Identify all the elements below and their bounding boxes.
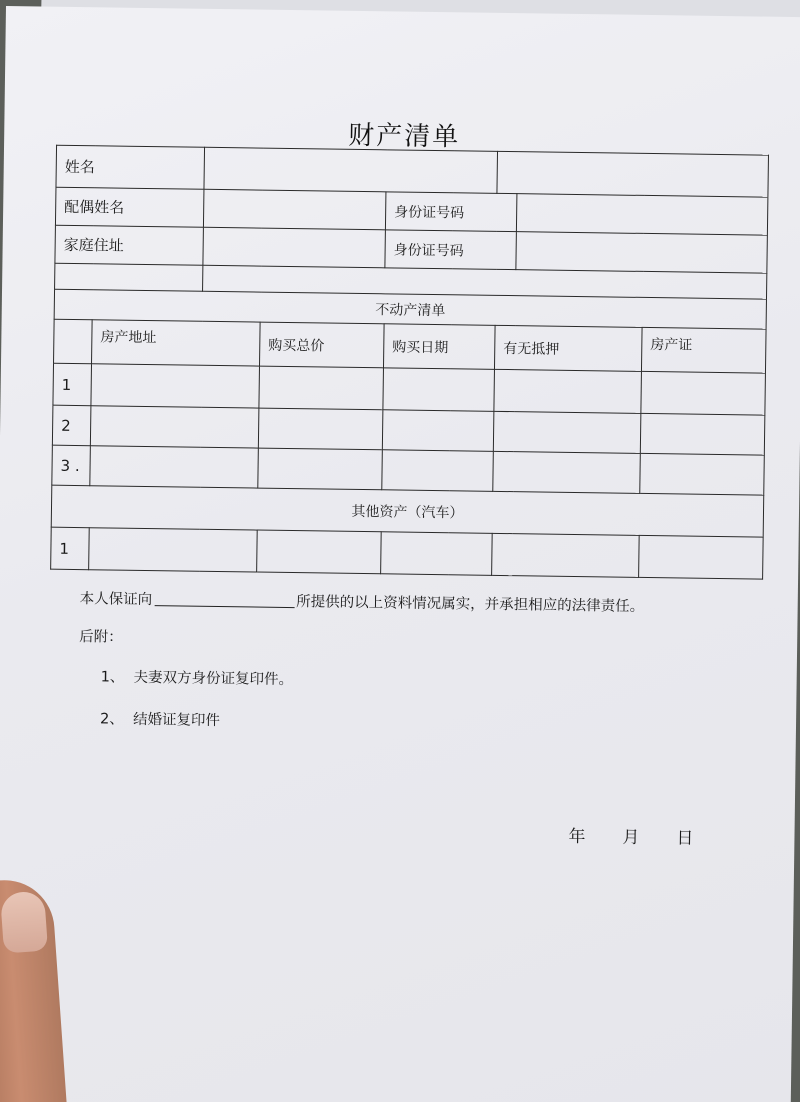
real-estate-section-title: 不动产清单 [54,289,766,329]
thumbnail-nail [0,891,48,954]
cell-asset-4[interactable] [492,533,640,577]
col-header-property-certificate: 房产证 [641,327,766,373]
cell-address[interactable] [90,406,259,448]
name-field-right[interactable] [497,151,769,197]
col-header-address: 房产地址 [92,320,261,366]
date-day: 日 [676,828,694,849]
date-month: 月 [622,827,640,848]
cell-property-certificate[interactable] [640,453,765,495]
cell-total-price[interactable] [259,366,384,410]
date-year: 年 [568,826,586,848]
table-row [51,527,764,579]
cell-total-price[interactable] [258,408,383,450]
statement-suffix: 所提供的以上资料情况属实，并承担相应的法律责任。 [296,594,645,615]
appendix-item-text: 夫妻双方身份证复印件。 [133,669,294,689]
col-header-total-price: 购买总价 [260,322,385,368]
appendix-item-text: 结婚证复印件 [132,711,221,730]
row-number: 1 [53,363,92,406]
row-number: 2 [52,405,91,446]
row-number: 1 [51,527,90,570]
cell-mortgage[interactable] [494,369,642,413]
cell-purchase-date[interactable] [382,450,494,492]
asset-form-table [50,145,769,580]
cell-mortgage[interactable] [493,451,641,493]
col-header-mortgage: 有无抵押 [494,325,642,371]
cell-purchase-date[interactable] [382,410,494,452]
cell-address[interactable] [90,446,259,488]
cell-mortgage[interactable] [493,411,641,453]
guarantee-statement [80,587,645,616]
spouse-name-field[interactable] [203,189,386,230]
spouse-name-label: 配偶姓名 [55,187,204,227]
address-label: 家庭住址 [55,225,204,265]
cell-asset-5[interactable] [639,535,764,579]
cell-asset-3[interactable] [381,532,493,576]
address-field-label-extension [55,263,203,291]
document-title: 财产清单 [347,120,461,153]
cell-property-certificate[interactable] [641,371,766,415]
id-number-label-2: 身份证号码 [385,230,517,270]
other-assets-section-title: 其他资产（汽车） [51,485,764,537]
cell-asset-1[interactable] [89,528,258,572]
cell-address[interactable] [91,364,260,408]
cell-asset-2[interactable] [257,530,382,574]
appendix-title: 后附： [79,629,123,646]
row-number-header [54,319,93,364]
cell-total-price[interactable] [258,448,383,490]
name-label: 姓名 [56,145,205,189]
statement-prefix: 本人保证向 [79,591,153,609]
cell-purchase-date[interactable] [383,368,495,412]
id-number-field-1[interactable] [516,194,768,236]
row-number: 3 . [52,445,91,486]
cell-property-certificate[interactable] [640,413,765,455]
address-field[interactable] [203,227,386,268]
appendix-item [101,665,294,689]
id-number-label-1: 身份证号码 [385,192,517,232]
appendix-item-number: 2、 [99,711,124,728]
document-sheet [0,6,800,1102]
col-header-purchase-date: 购买日期 [384,324,496,370]
appendix-item-number: 1、 [100,669,125,686]
id-number-field-2[interactable] [516,232,768,274]
name-field[interactable] [204,147,498,193]
appendix-item [100,707,220,730]
recipient-blank[interactable] [154,591,294,608]
